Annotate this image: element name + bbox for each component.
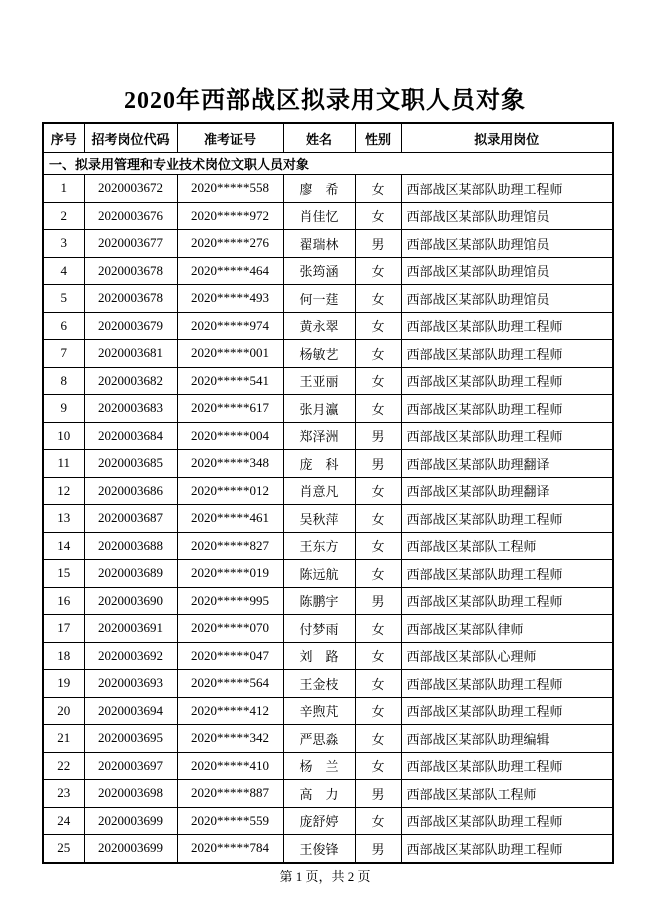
cell-index: 8 (43, 367, 84, 395)
cell-position: 西部战区某部队助理工程师 (401, 697, 613, 725)
cell-name: 王亚丽 (283, 367, 355, 395)
table-row (43, 560, 613, 588)
table-row (43, 807, 613, 835)
personnel-table (42, 122, 614, 864)
cell-code: 2020003699 (84, 835, 177, 863)
column-header-code: 招考岗位代码 (84, 123, 177, 153)
table-row (43, 395, 613, 423)
cell-name: 杨 兰 (283, 752, 355, 780)
cell-index: 9 (43, 395, 84, 423)
cell-index: 14 (43, 532, 84, 560)
cell-position: 西部战区某部队助理工程师 (401, 505, 613, 533)
cell-index: 22 (43, 752, 84, 780)
cell-gender: 男 (355, 780, 401, 808)
table-row (43, 587, 613, 615)
cell-name: 杨敏艺 (283, 340, 355, 368)
page-title: 2020年西部战区拟录用文职人员对象 (124, 88, 526, 114)
cell-position: 西部战区某部队律师 (401, 615, 613, 643)
cell-position: 西部战区某部队助理翻译 (401, 477, 613, 505)
cell-gender: 女 (355, 532, 401, 560)
cell-ticket: 2020*****827 (177, 532, 283, 560)
cell-name: 庞舒婷 (283, 807, 355, 835)
table-row (43, 285, 613, 313)
cell-position: 西部战区某部队助理工程师 (401, 175, 613, 203)
cell-position: 西部战区某部队工程师 (401, 532, 613, 560)
column-header-name: 姓名 (283, 123, 355, 153)
cell-ticket: 2020*****276 (177, 230, 283, 258)
table-header-row (43, 123, 613, 153)
cell-position: 西部战区某部队助理工程师 (401, 560, 613, 588)
cell-name: 黄永翠 (283, 312, 355, 340)
cell-gender: 女 (355, 395, 401, 423)
cell-code: 2020003687 (84, 505, 177, 533)
cell-position: 西部战区某部队助理工程师 (401, 367, 613, 395)
table-row (43, 670, 613, 698)
cell-position: 西部战区某部队助理编辑 (401, 725, 613, 753)
cell-ticket: 2020*****412 (177, 697, 283, 725)
cell-index: 21 (43, 725, 84, 753)
cell-name: 刘 路 (283, 642, 355, 670)
cell-ticket: 2020*****001 (177, 340, 283, 368)
table-row (43, 257, 613, 285)
cell-code: 2020003681 (84, 340, 177, 368)
table-row (43, 642, 613, 670)
column-header-ticket: 准考证号 (177, 123, 283, 153)
cell-position: 西部战区某部队助理工程师 (401, 395, 613, 423)
cell-name: 庞 科 (283, 450, 355, 478)
cell-ticket: 2020*****464 (177, 257, 283, 285)
cell-ticket: 2020*****617 (177, 395, 283, 423)
table-body (43, 153, 613, 863)
cell-name: 肖意凡 (283, 477, 355, 505)
cell-ticket: 2020*****493 (177, 285, 283, 313)
cell-index: 2 (43, 202, 84, 230)
cell-position: 西部战区某部队助理工程师 (401, 340, 613, 368)
table-row (43, 367, 613, 395)
cell-ticket: 2020*****047 (177, 642, 283, 670)
cell-name: 付梦雨 (283, 615, 355, 643)
column-header-position: 拟录用岗位 (401, 123, 613, 153)
cell-gender: 女 (355, 367, 401, 395)
table-row (43, 615, 613, 643)
cell-ticket: 2020*****541 (177, 367, 283, 395)
cell-position: 西部战区某部队助理工程师 (401, 807, 613, 835)
table-row (43, 230, 613, 258)
cell-gender: 男 (355, 835, 401, 863)
cell-code: 2020003678 (84, 257, 177, 285)
cell-name: 严思淼 (283, 725, 355, 753)
cell-name: 张筠涵 (283, 257, 355, 285)
cell-ticket: 2020*****995 (177, 587, 283, 615)
cell-code: 2020003676 (84, 202, 177, 230)
table-row (43, 175, 613, 203)
cell-gender: 女 (355, 340, 401, 368)
cell-name: 陈远航 (283, 560, 355, 588)
table-row (43, 780, 613, 808)
cell-position: 西部战区某部队助理工程师 (401, 587, 613, 615)
cell-gender: 女 (355, 285, 401, 313)
cell-code: 2020003682 (84, 367, 177, 395)
cell-gender: 女 (355, 807, 401, 835)
cell-gender: 女 (355, 560, 401, 588)
cell-name: 翟瑞林 (283, 230, 355, 258)
cell-gender: 男 (355, 450, 401, 478)
cell-ticket: 2020*****410 (177, 752, 283, 780)
cell-ticket: 2020*****461 (177, 505, 283, 533)
cell-gender: 女 (355, 257, 401, 285)
cell-index: 10 (43, 422, 84, 450)
cell-ticket: 2020*****784 (177, 835, 283, 863)
cell-ticket: 2020*****004 (177, 422, 283, 450)
table-row (43, 312, 613, 340)
cell-name: 肖佳忆 (283, 202, 355, 230)
cell-gender: 女 (355, 670, 401, 698)
table-row (43, 835, 613, 863)
cell-index: 4 (43, 257, 84, 285)
cell-code: 2020003691 (84, 615, 177, 643)
cell-index: 12 (43, 477, 84, 505)
table-row (43, 477, 613, 505)
cell-index: 11 (43, 450, 84, 478)
table-row (43, 340, 613, 368)
cell-index: 16 (43, 587, 84, 615)
table-row (43, 202, 613, 230)
cell-gender: 女 (355, 477, 401, 505)
cell-ticket: 2020*****972 (177, 202, 283, 230)
cell-code: 2020003699 (84, 807, 177, 835)
cell-position: 西部战区某部队助理工程师 (401, 312, 613, 340)
cell-code: 2020003692 (84, 642, 177, 670)
cell-gender: 女 (355, 175, 401, 203)
cell-position: 西部战区某部队助理馆员 (401, 230, 613, 258)
cell-index: 19 (43, 670, 84, 698)
section-header-row (43, 153, 613, 175)
cell-code: 2020003678 (84, 285, 177, 313)
cell-position: 西部战区某部队工程师 (401, 780, 613, 808)
table-row (43, 697, 613, 725)
cell-index: 15 (43, 560, 84, 588)
section-header: 一、拟录用管理和专业技术岗位文职人员对象 (43, 153, 613, 175)
cell-name: 陈鹏宇 (283, 587, 355, 615)
cell-name: 王金枝 (283, 670, 355, 698)
cell-position: 西部战区某部队助理翻译 (401, 450, 613, 478)
cell-gender: 女 (355, 312, 401, 340)
table-row (43, 752, 613, 780)
cell-position: 西部战区某部队心理师 (401, 642, 613, 670)
cell-code: 2020003697 (84, 752, 177, 780)
cell-code: 2020003689 (84, 560, 177, 588)
cell-index: 20 (43, 697, 84, 725)
cell-position: 西部战区某部队助理馆员 (401, 257, 613, 285)
cell-gender: 女 (355, 725, 401, 753)
cell-code: 2020003686 (84, 477, 177, 505)
cell-name: 郑泽洲 (283, 422, 355, 450)
cell-code: 2020003672 (84, 175, 177, 203)
cell-index: 25 (43, 835, 84, 863)
cell-position: 西部战区某部队助理工程师 (401, 422, 613, 450)
cell-index: 7 (43, 340, 84, 368)
cell-name: 张月瀛 (283, 395, 355, 423)
cell-index: 13 (43, 505, 84, 533)
cell-name: 吴秋萍 (283, 505, 355, 533)
cell-code: 2020003693 (84, 670, 177, 698)
cell-code: 2020003679 (84, 312, 177, 340)
cell-name: 何一莛 (283, 285, 355, 313)
cell-ticket: 2020*****974 (177, 312, 283, 340)
cell-position: 西部战区某部队助理工程师 (401, 835, 613, 863)
cell-position: 西部战区某部队助理馆员 (401, 202, 613, 230)
cell-code: 2020003684 (84, 422, 177, 450)
cell-name: 王俊锋 (283, 835, 355, 863)
cell-gender: 女 (355, 615, 401, 643)
column-header-gender: 性别 (355, 123, 401, 153)
cell-code: 2020003695 (84, 725, 177, 753)
cell-ticket: 2020*****012 (177, 477, 283, 505)
cell-ticket: 2020*****019 (177, 560, 283, 588)
table-row (43, 505, 613, 533)
cell-gender: 女 (355, 752, 401, 780)
cell-index: 5 (43, 285, 84, 313)
cell-index: 6 (43, 312, 84, 340)
cell-ticket: 2020*****558 (177, 175, 283, 203)
cell-code: 2020003694 (84, 697, 177, 725)
cell-index: 24 (43, 807, 84, 835)
cell-index: 3 (43, 230, 84, 258)
cell-gender: 男 (355, 230, 401, 258)
page-number: 第 1 页，共 2 页 (279, 869, 371, 884)
cell-gender: 女 (355, 202, 401, 230)
cell-code: 2020003677 (84, 230, 177, 258)
cell-position: 西部战区某部队助理馆员 (401, 285, 613, 313)
cell-code: 2020003683 (84, 395, 177, 423)
cell-index: 23 (43, 780, 84, 808)
cell-gender: 男 (355, 587, 401, 615)
cell-name: 高 力 (283, 780, 355, 808)
cell-name: 王东方 (283, 532, 355, 560)
cell-code: 2020003688 (84, 532, 177, 560)
cell-index: 1 (43, 175, 84, 203)
cell-name: 廖 希 (283, 175, 355, 203)
cell-ticket: 2020*****348 (177, 450, 283, 478)
column-header-index: 序号 (43, 123, 84, 153)
cell-position: 西部战区某部队助理工程师 (401, 670, 613, 698)
cell-ticket: 2020*****887 (177, 780, 283, 808)
cell-name: 辛煦芃 (283, 697, 355, 725)
cell-index: 17 (43, 615, 84, 643)
cell-ticket: 2020*****342 (177, 725, 283, 753)
cell-ticket: 2020*****559 (177, 807, 283, 835)
table-row (43, 532, 613, 560)
cell-gender: 女 (355, 505, 401, 533)
cell-gender: 男 (355, 422, 401, 450)
table-row (43, 450, 613, 478)
cell-code: 2020003690 (84, 587, 177, 615)
cell-index: 18 (43, 642, 84, 670)
cell-ticket: 2020*****564 (177, 670, 283, 698)
cell-ticket: 2020*****070 (177, 615, 283, 643)
cell-gender: 女 (355, 697, 401, 725)
table-row (43, 422, 613, 450)
cell-code: 2020003698 (84, 780, 177, 808)
cell-code: 2020003685 (84, 450, 177, 478)
cell-gender: 女 (355, 642, 401, 670)
table-row (43, 725, 613, 753)
cell-position: 西部战区某部队助理工程师 (401, 752, 613, 780)
